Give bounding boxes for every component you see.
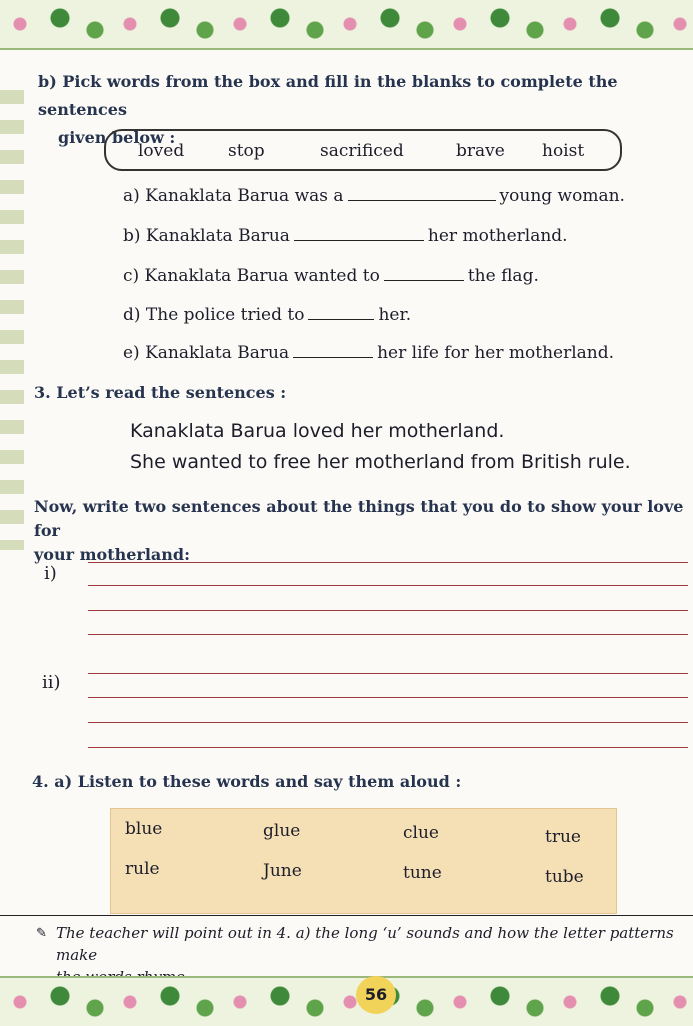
- sentence-b: [123, 226, 568, 250]
- sentence-text: a) Kanaklata Barua was a: [123, 186, 344, 206]
- answer-line[interactable]: [88, 610, 688, 611]
- writing-prompt: [34, 495, 689, 567]
- listen-word: June: [263, 861, 302, 881]
- answer-line[interactable]: [88, 673, 688, 674]
- word-box-word: brave: [456, 141, 505, 161]
- section-divider: [0, 915, 693, 916]
- sentence-text: the flag.: [467, 266, 539, 286]
- sentence-d: [123, 305, 411, 329]
- answer-line[interactable]: [88, 634, 688, 635]
- sentence-text: d) The police tried to: [123, 305, 305, 325]
- question-b-line1: b) Pick words from the box and fill in the blanks to complete the sentences: [38, 72, 618, 119]
- answer-line[interactable]: [88, 747, 688, 748]
- page-number: 56: [356, 976, 396, 1014]
- answer-label-ii: ii): [42, 672, 61, 693]
- blank-field[interactable]: [348, 188, 496, 201]
- listen-word: blue: [125, 819, 163, 839]
- sentence-e: [123, 343, 614, 367]
- question-b-line2: given below :: [58, 128, 176, 147]
- writing-prompt-line1: Now, write two sentences about the things that you do to show your love for: [34, 497, 684, 540]
- writing-prompt-line2: your motherland:: [34, 545, 191, 564]
- sentence-c: [123, 266, 539, 290]
- word-box-word: loved: [138, 141, 185, 161]
- read-sentence: She wanted to free her motherland from British rule.: [130, 451, 631, 473]
- sentence-text: her motherland.: [427, 226, 568, 246]
- listen-word: tune: [403, 863, 442, 883]
- vine-decoration: [0, 90, 24, 550]
- listen-word: clue: [403, 823, 439, 843]
- listen-word: tube: [545, 867, 584, 887]
- word-box: [104, 129, 622, 171]
- listen-words-box: [110, 808, 617, 914]
- floral-border-bottom: [0, 976, 693, 1026]
- blank-field[interactable]: [384, 268, 464, 281]
- listen-word: rule: [125, 859, 160, 879]
- floral-border-top: [0, 0, 693, 50]
- listen-word: true: [545, 827, 581, 847]
- teacher-note-line1: The teacher will point out in 4. a) the long ‘u’ sounds and how the letter patterns make: [56, 924, 674, 964]
- sentence-a: [123, 186, 625, 210]
- answer-line[interactable]: [88, 562, 688, 563]
- answer-label-i: i): [44, 563, 57, 584]
- question-3-heading: 3. Let’s read the sentences :: [34, 383, 287, 402]
- listen-word: glue: [263, 821, 301, 841]
- word-box-word: stop: [228, 141, 265, 161]
- sentence-text: e) Kanaklata Barua: [123, 343, 290, 363]
- pencil-icon: ✎: [36, 926, 47, 941]
- sentence-text: her.: [378, 305, 412, 325]
- blank-field[interactable]: [293, 345, 373, 358]
- word-box-word: hoist: [542, 141, 585, 161]
- sentence-text: b) Kanaklata Barua: [123, 226, 290, 246]
- answer-line[interactable]: [88, 585, 688, 586]
- sentence-text: young woman.: [499, 186, 625, 206]
- blank-field[interactable]: [308, 307, 374, 320]
- question-4-heading: 4. a) Listen to these words and say them aloud :: [32, 772, 462, 791]
- answer-line[interactable]: [88, 722, 688, 723]
- answer-line[interactable]: [88, 697, 688, 698]
- blank-field[interactable]: [294, 228, 424, 241]
- sentence-text: her life for her motherland.: [377, 343, 615, 363]
- word-box-word: sacrificed: [320, 141, 404, 161]
- sentence-text: c) Kanaklata Barua wanted to: [123, 266, 380, 286]
- read-sentence: Kanaklata Barua loved her motherland.: [130, 420, 505, 442]
